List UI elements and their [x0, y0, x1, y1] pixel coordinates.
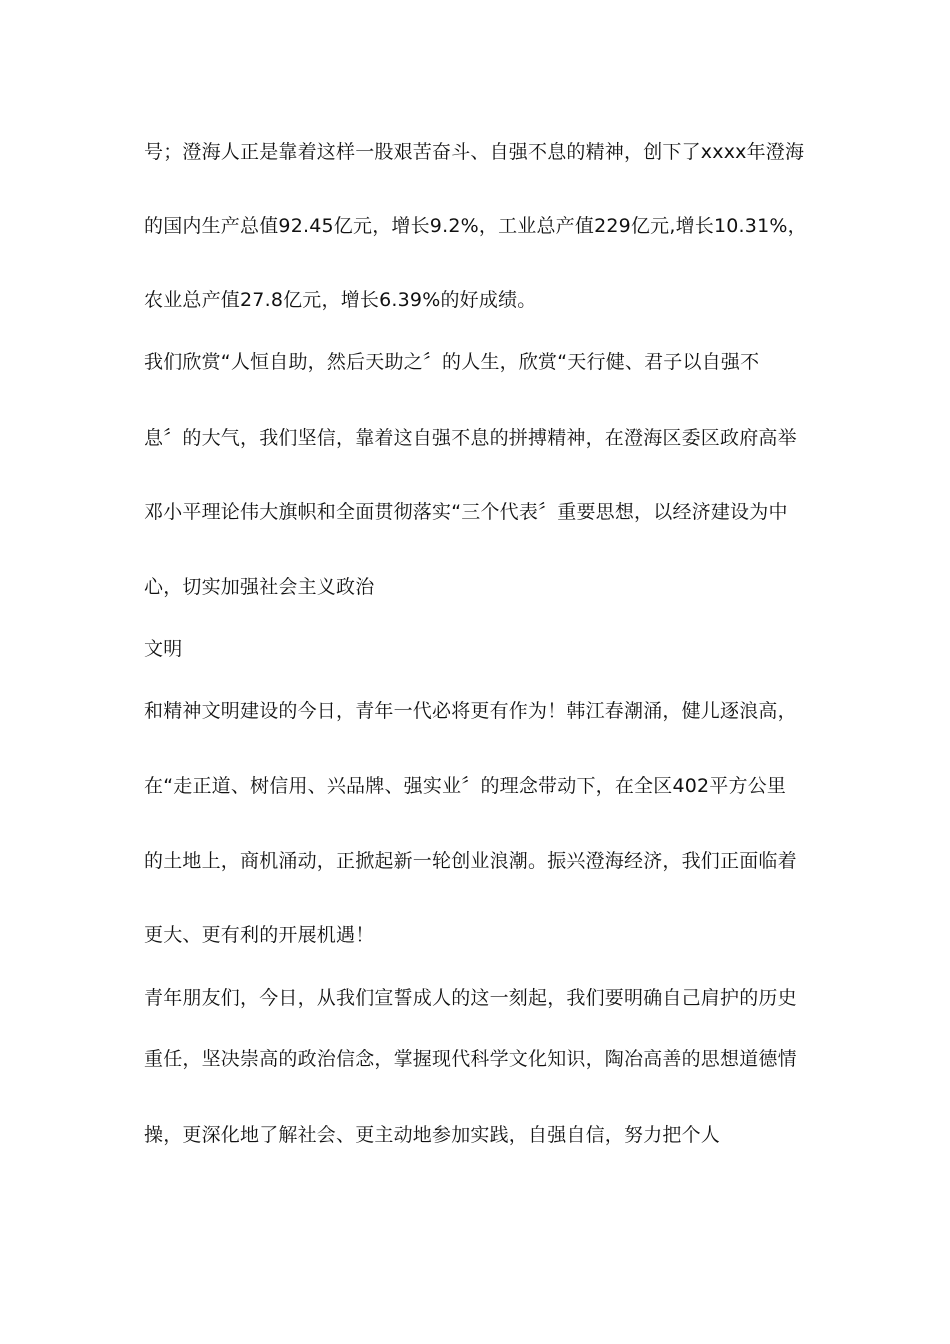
paragraph-line: 心，切实加强社会主义政治 — [144, 576, 375, 598]
paragraph-line: 操，更深化地了解社会、更主动地参加实践，自强自信，努力把个人 — [144, 1124, 721, 1146]
paragraph-line: 邓小平理论伟大旗帜和全面贯彻落实“三个代表〞重要思想，以经济建设为中 — [144, 501, 788, 523]
paragraph-line: 息〞的大气，我们坚信，靠着这自强不息的拼搏精神，在澄海区委区政府高举 — [144, 427, 797, 449]
paragraph-line: 农业总产值27.8亿元，增长6.39%的好成绩。 — [144, 289, 537, 311]
paragraph-line: 重任，坚决崇高的政治信念，掌握现代科学文化知识，陶冶高善的思想道德情 — [144, 1048, 797, 1070]
paragraph-line: 号；澄海人正是靠着这样一股艰苦奋斗、自强不息的精神，创下了xxxx年澄海 — [144, 141, 805, 163]
paragraph-line: 我们欣赏“人恒自助，然后天助之〞的人生，欣赏“天行健、君子以自强不 — [144, 351, 760, 373]
paragraph-line: 的土地上，商机涌动，正掀起新一轮创业浪潮。振兴澄海经济，我们正面临着 — [144, 850, 797, 872]
paragraph-line: 青年朋友们，今日，从我们宣誓成人的这一刻起，我们要明确自己肩护的历史 — [144, 987, 797, 1009]
paragraph-line: 文明 — [144, 638, 183, 660]
paragraph-line: 更大、更有利的开展机遇！ — [144, 924, 375, 946]
paragraph-line: 在“走正道、树信用、兴品牌、强实业〞的理念带动下，在全区402平方公里 — [144, 775, 787, 797]
paragraph-line: 和精神文明建设的今日，青年一代必将更有作为！韩江春潮涌，健儿逐浪高， — [144, 700, 797, 722]
paragraph-line: 的国内生产总值92.45亿元，增长9.2%，工业总产值229亿元,增长10.31%， — [144, 215, 807, 237]
